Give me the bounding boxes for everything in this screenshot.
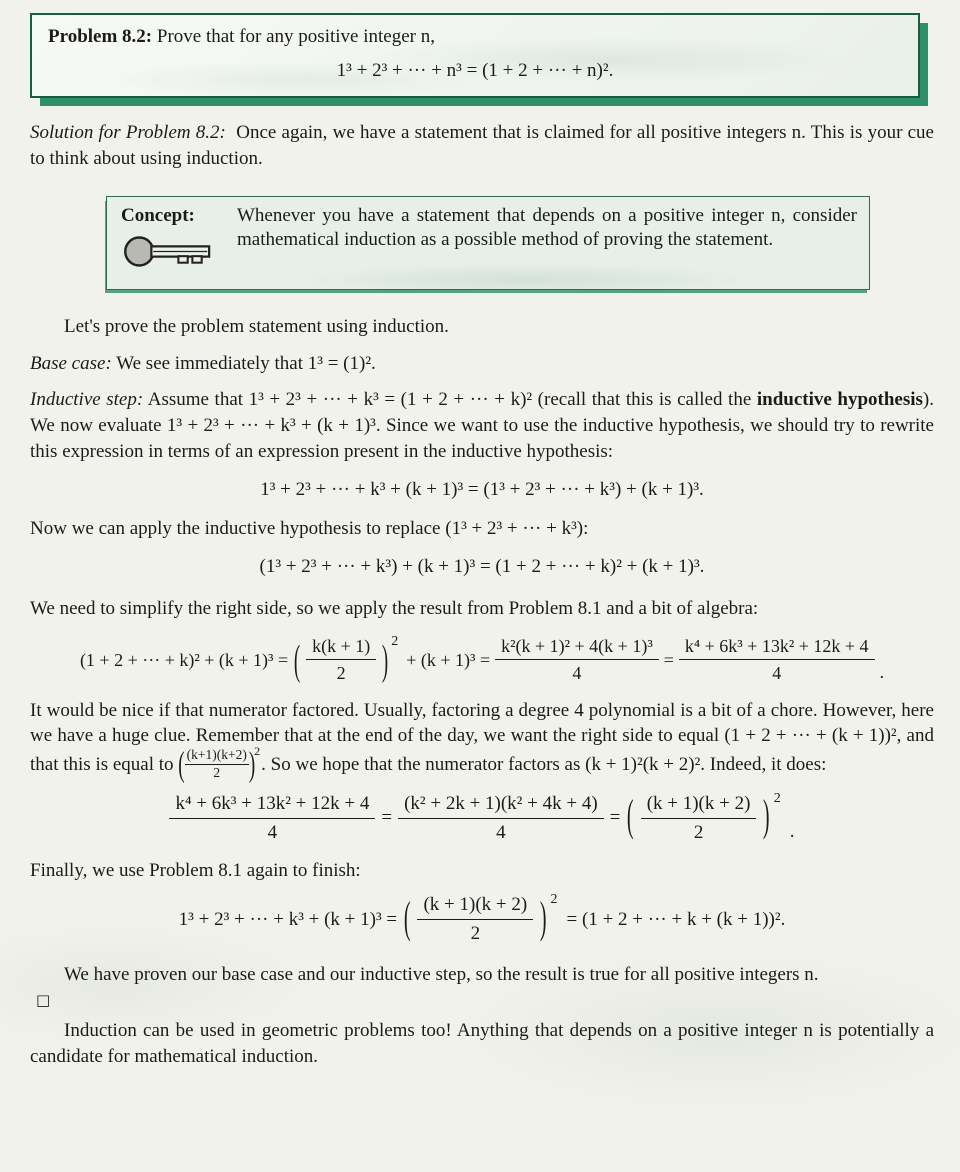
problem-label: Problem 8.2: (48, 26, 153, 47)
numerator: (k + 1)(k + 2) (641, 792, 757, 819)
fraction (169, 792, 375, 845)
denominator: 2 (693, 821, 704, 843)
paragraph-finally: Finally, we use Problem 8.1 again to finish: (30, 859, 361, 881)
fraction (398, 792, 604, 845)
concept-label: Concept: (121, 204, 195, 226)
big-paren-open: ( (293, 635, 301, 683)
fraction (306, 635, 376, 685)
factoring-text-2: . So we hope that the numerator factors as (k + 1)²(k + 2)². Indeed, it does: (261, 753, 827, 775)
equation-finish-lhs: 1³ + 2³ + ··· + k³ + (k + 1)³ = (178, 908, 398, 930)
equals-sign: = (609, 807, 621, 829)
numerator: k⁴ + 6k³ + 13k² + 12k + 4 (169, 792, 375, 819)
inductive-step-text-2: ). We now evaluate 1³ + 2³ + ··· + k³ + (k + 1)³. Since we want to use the inductive hypothesis, we should try to rewrite this expression in terms of an expression present in the inductive hypothesis: (30, 389, 934, 462)
equation-rewrite (30, 477, 934, 503)
solution-lead: Solution for Problem 8.2: (30, 122, 226, 144)
paragraph-simplify: We need to simplify the right side, so we apply the result from Problem 8.1 and a bit of algebra: (30, 598, 759, 620)
paragraph-inductive-step (30, 387, 934, 464)
big-paren-close: ) (763, 792, 770, 843)
solution-intro-paragraph (30, 120, 934, 171)
base-case-text: We see immediately that 1³ = (1)². (116, 352, 376, 374)
equation-finish-rhs: = (1 + 2 + ··· + k + (k + 1))². (566, 908, 786, 930)
paragraph-factoring (30, 698, 934, 785)
paragraph-base-case (30, 351, 934, 377)
fraction (495, 635, 659, 685)
numerator: k⁴ + 6k³ + 13k² + 12k + 4 (679, 635, 875, 661)
paragraph-lets-prove: Let's prove the problem statement using induction. (64, 315, 449, 337)
base-case-lead: Base case: (30, 352, 112, 374)
equation-apply (30, 554, 934, 580)
paragraph-closing: Induction can be used in geometric problems too! Anything that depends on a positive integer n is potentially a candidate for mathematical induction. (30, 1020, 934, 1067)
denominator: 4 (772, 663, 782, 684)
fraction (185, 747, 249, 780)
qed-square: □ (36, 991, 51, 1010)
factoring-text-1: It would be nice if that numerator factored. Usually, factoring a degree 4 polynomial is a bit of a chore. However, here we have a huge clue. Remember that at the end of the day, we want the right side to equal (1 + 2 + ··· + (k + 1))², and that this is equal to (30, 699, 934, 775)
inductive-step-text-1: Assume that 1³ + 2³ + ··· + k³ = (1 + 2 + ··· + k)² (recall that this is called the (147, 389, 757, 411)
equation-apply-text: (1³ + 2³ + ··· + k³) + (k + 1)³ = (1 + 2 + ··· + k)² + (k + 1)³. (259, 556, 705, 578)
problem-equation: 1³ + 2³ + ··· + n³ = (1 + 2 + ··· + n)². (336, 59, 614, 81)
paren-open: ( (178, 745, 185, 785)
equation-finish (30, 893, 934, 946)
inline-fraction-expression (178, 743, 261, 785)
exponent: 2 (254, 743, 261, 758)
big-paren-close: ) (382, 635, 389, 683)
problem-statement-line (48, 24, 902, 50)
concept-text: Whenever you have a statement that depends on a positive integer n, consider mathematical induction as a possible method of proving the statement. (237, 204, 857, 251)
denominator: 4 (267, 821, 278, 843)
numerator: (k + 1)(k + 2) (417, 893, 533, 920)
problem-statement: Prove that for any positive integer n, (156, 26, 435, 47)
fraction (417, 893, 533, 946)
exponent: 2 (773, 791, 781, 807)
fraction (641, 792, 757, 845)
numerator: k²(k + 1)² + 4(k + 1)³ (495, 635, 659, 661)
problem-box (30, 13, 920, 98)
numerator: (k+1)(k+2) (185, 747, 249, 765)
concept-box (106, 196, 870, 290)
equals-sign: = (663, 649, 674, 670)
equals-sign: = (381, 807, 393, 829)
inductive-hypothesis-bold: inductive hypothesis (756, 389, 923, 411)
paragraph-conclusion: We have proven our base case and our inductive step, so the result is true for all positive integers n. (64, 963, 819, 985)
denominator: 2 (213, 764, 221, 780)
fraction (679, 635, 875, 685)
equation-rewrite-text: 1³ + 2³ + ··· + k³ + (k + 1)³ = (1³ + 2³ + ··· + k³) + (k + 1)³. (260, 479, 704, 501)
denominator: 2 (336, 663, 346, 684)
equation-period: . (789, 820, 795, 842)
equation-algebra (30, 635, 934, 685)
exponent: 2 (550, 892, 558, 908)
numerator: (k² + 2k + 1)(k² + 4k + 4) (398, 792, 604, 819)
equation-algebra-mid: + (k + 1)³ = (406, 649, 491, 670)
equation-period: . (879, 662, 885, 683)
exponent: 2 (391, 633, 399, 649)
key-icon (121, 256, 219, 277)
big-paren-open: ( (627, 792, 634, 843)
concept-label-column (121, 204, 221, 280)
solution-text: Once again, we have a statement that is claimed for all positive integers n. This is your cue to think about using induction. (30, 122, 934, 169)
denominator: 4 (572, 663, 582, 684)
inductive-step-lead: Inductive step: (30, 389, 144, 411)
paragraph-apply-hypothesis: Now we can apply the inductive hypothesis to replace (1³ + 2³ + ··· + k³): (30, 517, 589, 539)
big-paren-close: ) (540, 893, 547, 944)
numerator: k(k + 1) (306, 635, 376, 661)
equation-algebra-lhs: (1 + 2 + ··· + k)² + (k + 1)³ = (79, 649, 289, 670)
equation-factored (30, 792, 934, 845)
denominator: 4 (496, 821, 506, 843)
denominator: 2 (470, 922, 481, 944)
paren-close: ) (248, 745, 256, 785)
big-paren-open: ( (403, 893, 411, 944)
